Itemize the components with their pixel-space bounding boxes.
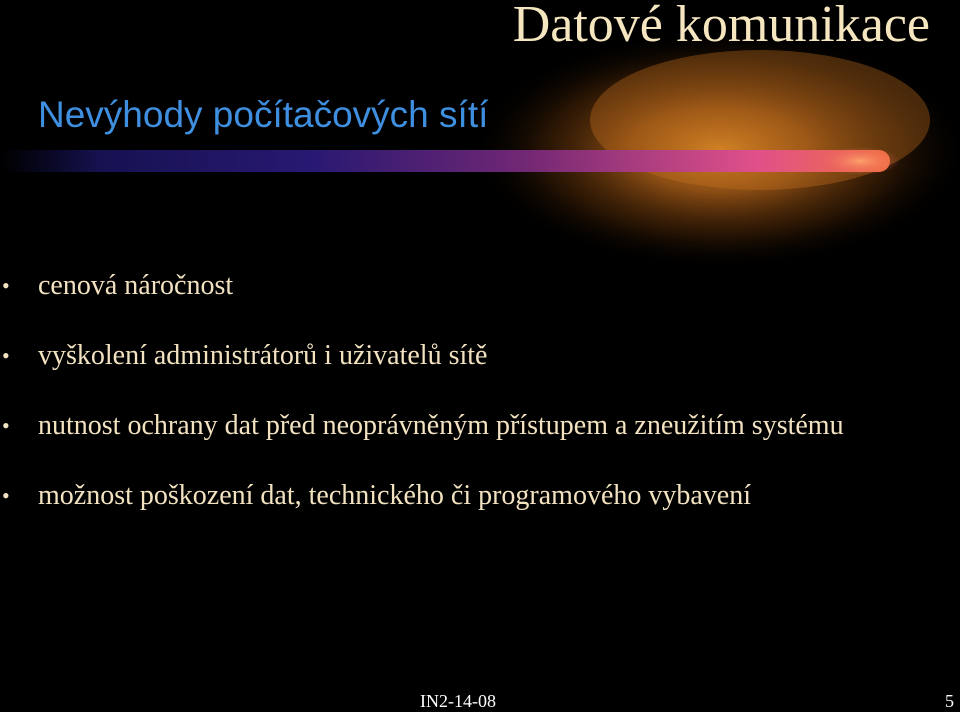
bullet-item (0, 336, 918, 376)
page-number: 5 (945, 691, 954, 711)
bullet-dot-icon: • (2, 413, 10, 438)
bullet-text: vyškolení administrátorů i uživatelů sítě (38, 340, 488, 371)
bullet-dot-icon: • (2, 483, 10, 508)
bullet-list (0, 266, 940, 516)
bullet-text: možnost poškození dat, technického či programového vybavení (38, 480, 752, 511)
bullet-text: cenová náročnost (38, 270, 234, 301)
bullet-dot-icon: • (2, 273, 10, 298)
bullet-text: nutnost ochrany dat před neoprávněným přístupem a zneužitím systému (38, 410, 844, 441)
footer-code: IN2-14-08 (420, 691, 496, 711)
slide-title: Datové komunikace (512, 0, 930, 53)
bullet-item (0, 406, 918, 446)
slide-subtitle: Nevýhody počítačových sítí (38, 94, 489, 135)
bullet-dot-icon: • (2, 343, 10, 368)
bullet-item (0, 266, 918, 306)
bullet-item (0, 476, 918, 516)
